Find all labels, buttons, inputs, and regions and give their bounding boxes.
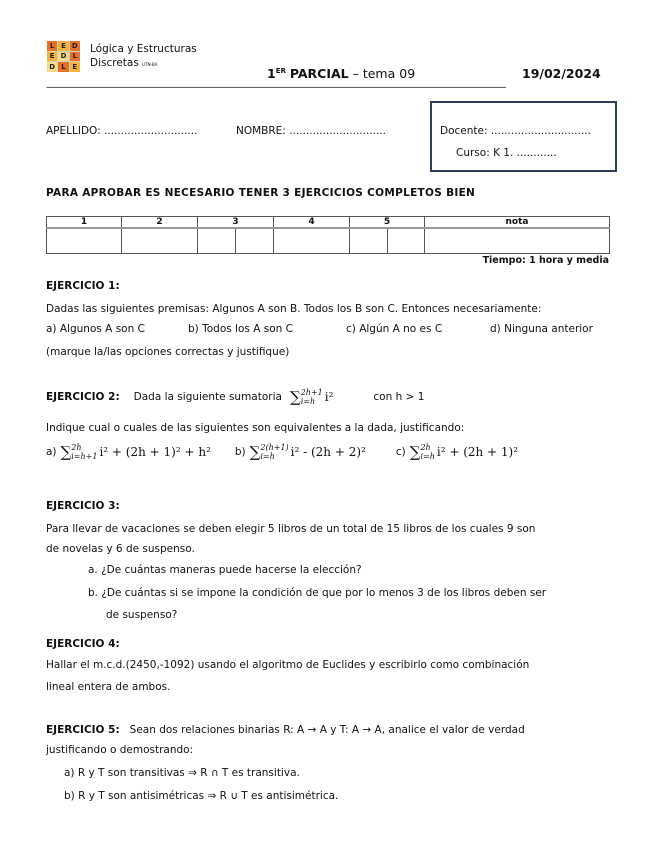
title-num: 1: [267, 66, 276, 81]
nombre-field[interactable]: NOMBRE: .............................: [236, 125, 386, 137]
sum-lower: i=h+1: [71, 452, 98, 461]
apellido-field[interactable]: APELLIDO: ............................: [46, 125, 198, 137]
opt-a-sum: [61, 443, 211, 461]
ej5-item-a: a) R y T son transitivas ⇒ R ∩ T es transitiva.: [64, 767, 300, 779]
exam-date: 19/02/2024: [522, 66, 601, 81]
logo-cell: L: [58, 62, 68, 72]
ej1-option-c: c) Algún A no es C: [346, 323, 443, 335]
course-name-line2: [90, 57, 157, 69]
ej4-text-2: lineal entera de ambos.: [46, 681, 171, 693]
course-tag: UTN-BA: [142, 62, 158, 67]
logo-cell: L: [70, 52, 80, 62]
opt-a-label: a): [46, 446, 57, 458]
ej1-option-a: a) Algunos A son C: [46, 323, 145, 335]
main-sum: [290, 388, 333, 406]
ej2-condition: con h > 1: [373, 391, 425, 403]
logo-cell: E: [47, 52, 57, 62]
logo-cell: D: [70, 41, 80, 51]
grades-row: [47, 228, 610, 254]
curso-field[interactable]: Curso: K 1. ............: [456, 147, 557, 159]
ej1-title: EJERCICIO 1:: [46, 280, 120, 292]
ej2-text: Indique cual o cuales de las siguientes son equivalentes a la dada, justificando:: [46, 422, 465, 434]
grade-header: 3: [198, 217, 274, 229]
grades-table: [46, 216, 610, 254]
opt-b-label: b): [234, 446, 246, 458]
title-bold: PARCIAL: [289, 66, 349, 81]
sum-lower: i=h: [300, 397, 316, 406]
ej2-title: EJERCICIO 2:: [46, 391, 120, 403]
grade-header: 5: [350, 217, 425, 229]
opt-c-expr: i² + (2h + 1)²: [436, 445, 519, 459]
grade-cell: [47, 228, 122, 254]
sum-lower: i=h: [260, 452, 275, 461]
opt-b-sum: [250, 443, 366, 461]
grade-cell: [388, 228, 425, 254]
ej3-text-1: Para llevar de vacaciones se deben elegir 5 libros de un total de 15 libros de los cuales 9 son: [46, 523, 536, 535]
sum-upper: 2h+1: [300, 388, 323, 397]
ej3-item-b: b. ¿De cuántas si se impone la condición de que por lo menos 3 de los libros deben ser: [88, 587, 547, 599]
sigma-icon: ∑: [289, 388, 301, 406]
sum-term: i²: [324, 390, 334, 404]
sum-upper: 2h: [71, 443, 82, 452]
grade-cell: [198, 228, 236, 254]
grade-header: nota: [425, 217, 610, 229]
docente-field[interactable]: Docente: ..............................: [440, 125, 591, 137]
ej3-title: EJERCICIO 3:: [46, 500, 120, 512]
sigma-icon: ∑: [409, 443, 421, 461]
grade-header: 2: [122, 217, 198, 229]
ej1-option-d: d) Ninguna anterior: [490, 323, 593, 335]
sum-lower: i=h: [420, 452, 435, 461]
grade-cell: [350, 228, 388, 254]
opt-c-sum: [410, 443, 518, 461]
time-limit: Tiempo: 1 hora y media: [482, 255, 609, 266]
ej2-options: [46, 443, 518, 461]
ej4-title: EJERCICIO 4:: [46, 638, 120, 650]
pass-notice: PARA APROBAR ES NECESARIO TENER 3 EJERCICIOS COMPLETOS BIEN: [46, 187, 476, 199]
opt-a-expr: i² + (2h + 1)² + h²: [99, 445, 211, 459]
exam-title: [267, 66, 415, 81]
ej2-intro: Dada la siguiente sumatoria: [133, 391, 282, 403]
sum-upper: 2(h+1): [260, 443, 289, 452]
grade-cell: [122, 228, 198, 254]
sigma-icon: ∑: [60, 443, 72, 461]
grade-header: 4: [274, 217, 350, 229]
opt-b-expr: i² - (2h + 2)²: [290, 445, 366, 459]
ej1-option-b: b) Todos los A son C: [188, 323, 293, 335]
grade-cell: [236, 228, 274, 254]
logo-cell: D: [58, 52, 68, 62]
title-sup: ER: [275, 66, 286, 75]
logo-cell: D: [47, 62, 57, 72]
course-name: Discretas: [90, 57, 139, 69]
ej3-item-a: a. ¿De cuántas maneras puede hacerse la elección?: [88, 564, 362, 576]
ej1-instruction: (marque la/las opciones correctas y justifique): [46, 346, 290, 358]
ej5-text-1: Sean dos relaciones binarias R: A → A y T: A → A, analice el valor de verdad: [129, 724, 525, 736]
ledd-logo: [47, 41, 80, 72]
grades-header-row: [47, 217, 610, 229]
opt-c-label: c): [395, 446, 406, 458]
ej2-header: [46, 388, 424, 406]
ej3-item-b-cont: de suspenso?: [106, 609, 178, 621]
grade-header: 1: [47, 217, 122, 229]
ej5-title: EJERCICIO 5:: [46, 724, 120, 736]
header-rule: ——————————————————————————————————————————————————————: [46, 82, 505, 93]
logo-cell: E: [58, 41, 68, 51]
ej1-text: Dadas las siguientes premisas: Algunos A son B. Todos los B son C. Entonces necesariamente:: [46, 303, 542, 315]
sigma-icon: ∑: [249, 443, 261, 461]
ej5-text-2: justificando o demostrando:: [46, 744, 194, 756]
logo-cell: L: [47, 41, 57, 51]
ej5-item-b: b) R y T son antisimétricas ⇒ R ∪ T es antisimétrica.: [64, 790, 339, 802]
title-rest: – tema 09: [348, 66, 416, 81]
grade-cell: [425, 228, 610, 254]
ej5-header: [46, 724, 525, 736]
sum-upper: 2h: [420, 443, 431, 452]
logo-cell: E: [70, 62, 80, 72]
ej4-text-1: Hallar el m.c.d.(2450,-1092) usando el algoritmo de Euclides y escribirlo como combinación: [46, 659, 530, 671]
ej3-text-2: de novelas y 6 de suspenso.: [46, 543, 195, 555]
grade-cell: [274, 228, 350, 254]
course-name-line1: Lógica y Estructuras: [90, 43, 197, 55]
